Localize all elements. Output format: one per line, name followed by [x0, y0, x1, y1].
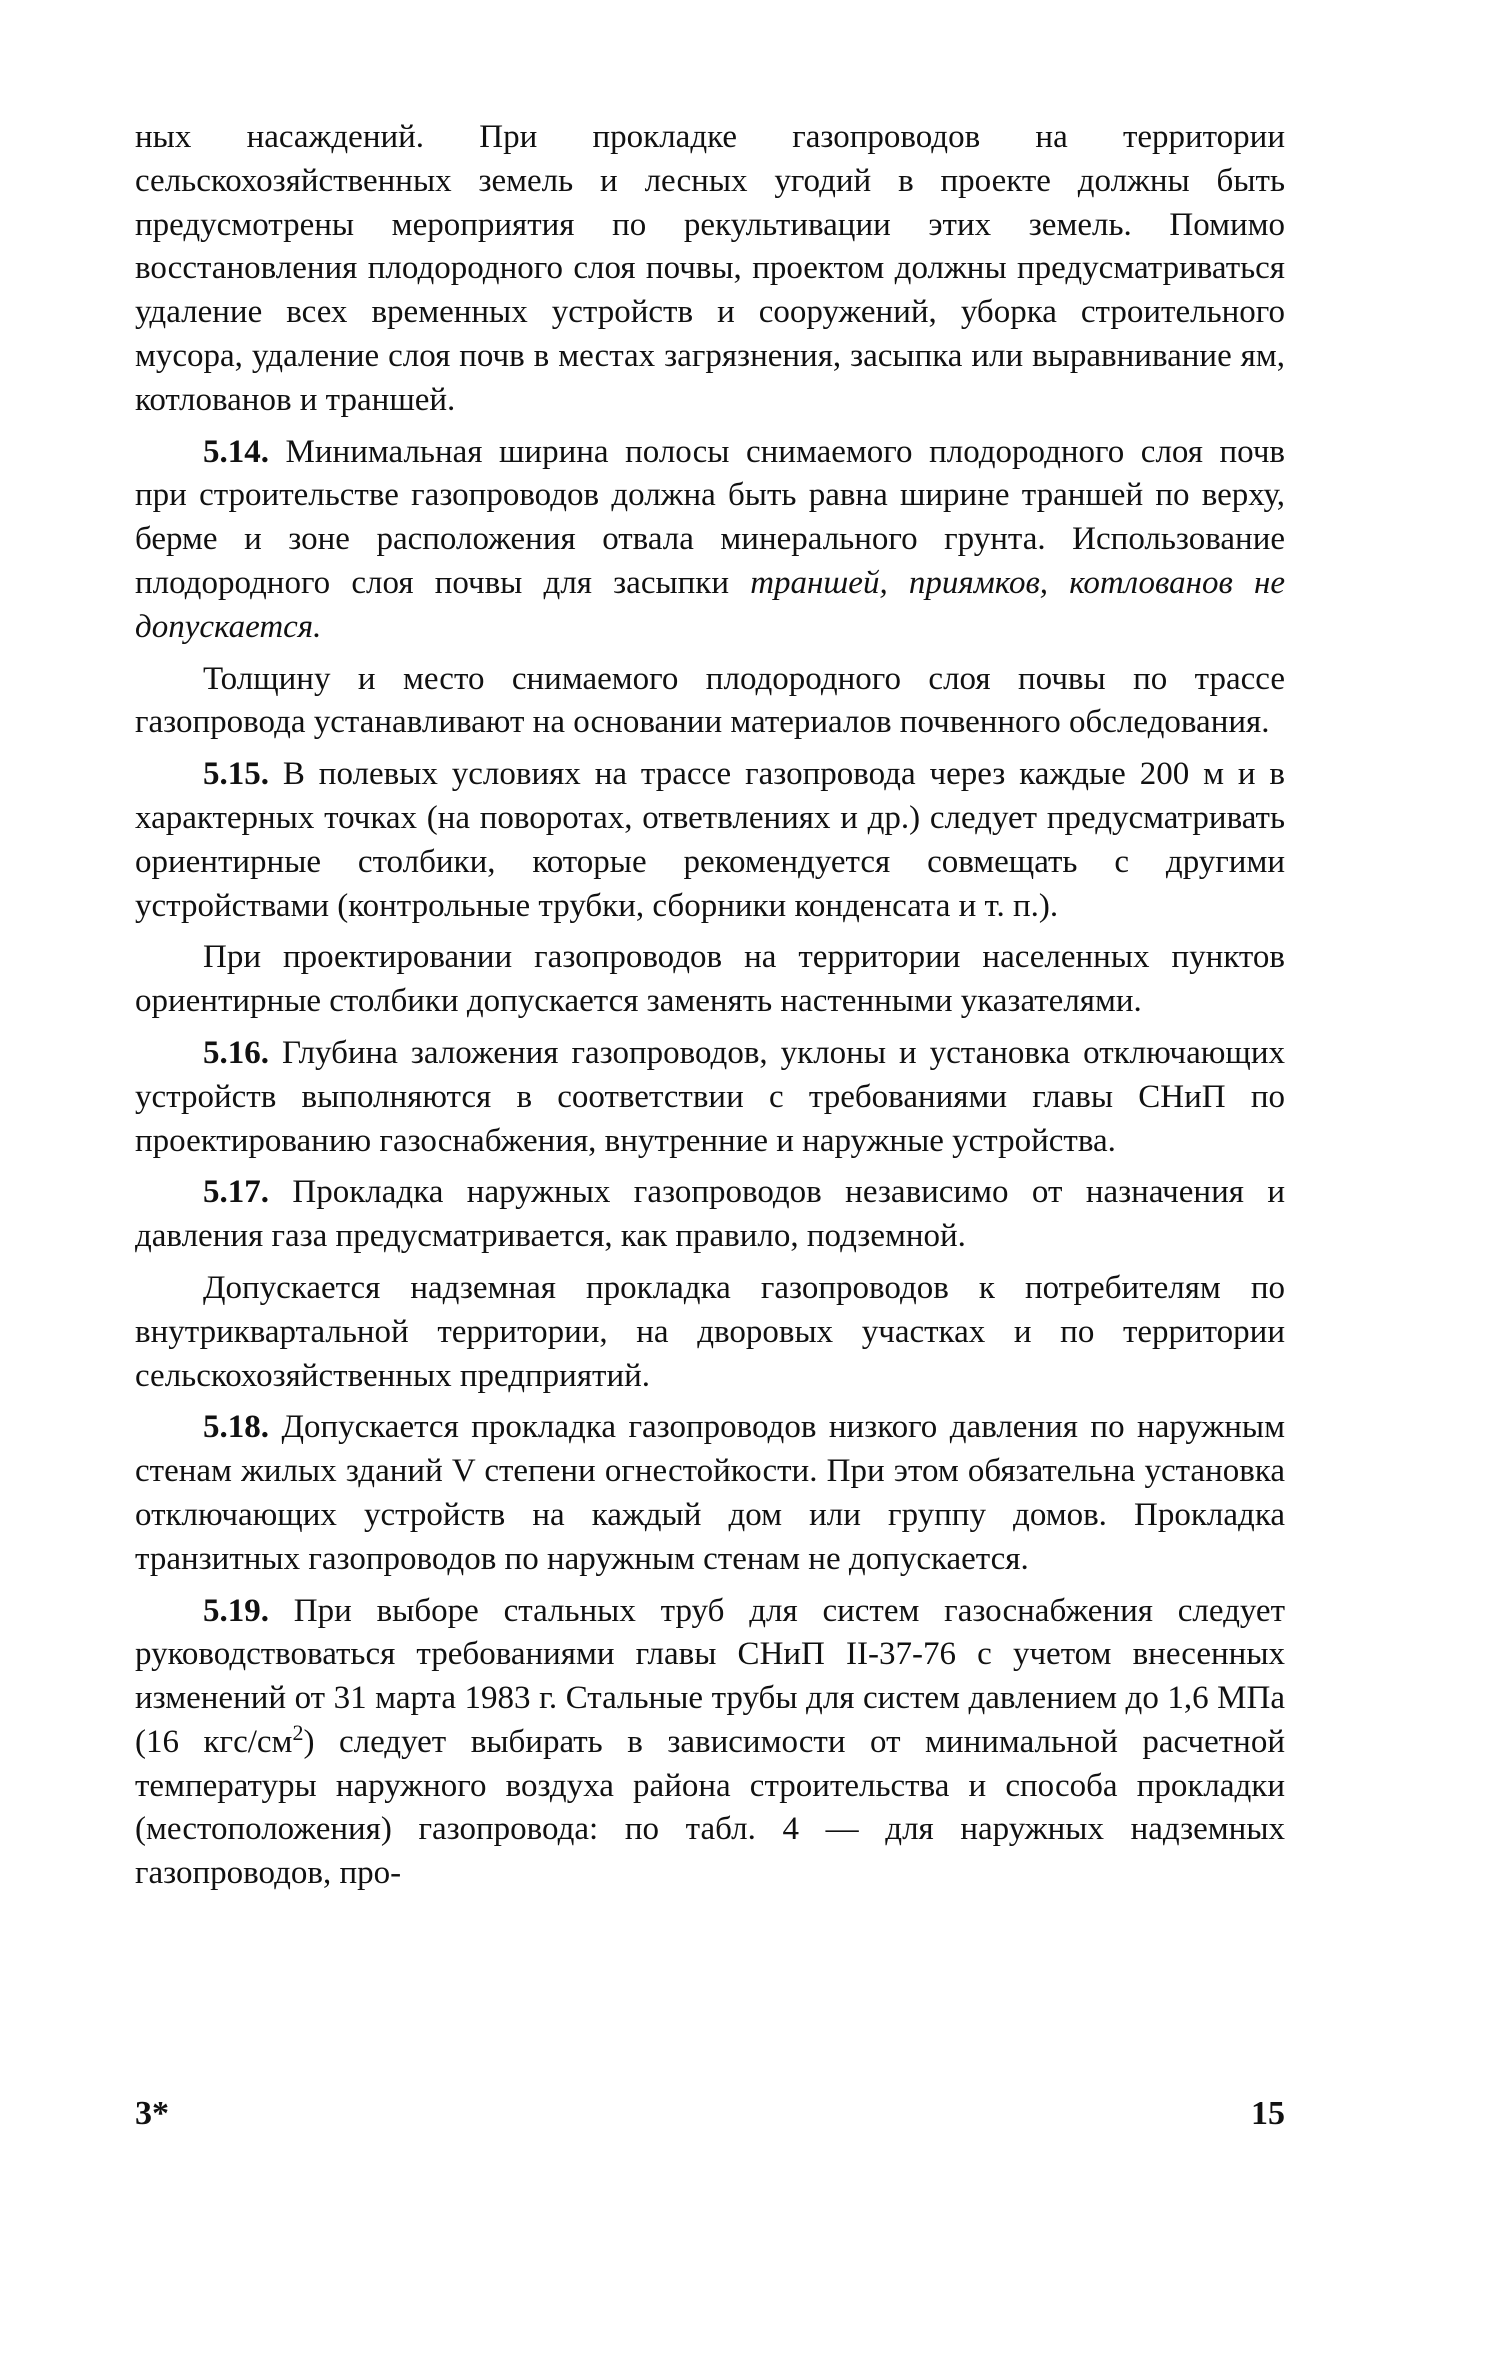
clause-5-19 [135, 1590, 1285, 1897]
clause-number: 5.17. [203, 1174, 269, 1211]
paragraph-soil-thickness [135, 658, 1285, 746]
signature-mark: 3* [135, 2095, 169, 2132]
paragraph-text: При выборе стальных труб для систем газоснабжения следует руководствоваться требованиями главы СНиП II-37-76 с учетом внесенных изменений от 31 марта 1983 г. Стальные трубы для систем давлением до 1,6 МПа (16 кгс/см [135, 1592, 1285, 1760]
clause-5-16 [135, 1032, 1285, 1163]
paragraph-text: При проектировании газопроводов на территории населенных пунктов ориентирные столбики допускается заменять настенными указателями. [135, 939, 1285, 1020]
clause-5-14 [135, 431, 1285, 650]
page-number: 15 [1251, 2095, 1285, 2132]
paragraph-above-ground [135, 1267, 1285, 1398]
paragraph-continuation [135, 116, 1285, 423]
clause-number: 5.18. [203, 1409, 269, 1446]
superscript: 2 [292, 1719, 304, 1745]
page-footer [135, 2095, 1285, 2145]
paragraph-settlements [135, 936, 1285, 1024]
clause-5-18 [135, 1406, 1285, 1581]
paragraph-text-continued: ) следует выбирать в зависимости от минимальной расчетной температуры наружного воздуха района строительства и способа прокладки (местоположения) газопровода: по табл. 4 — для наружных надземных газопроводов, про- [135, 1723, 1285, 1892]
paragraph-text: Допускается прокладка газопроводов низкого давления по наружным стенам жилых зданий V степени огнестойкости. При этом обязательна установка отключающих устройств на каждый дом или группу домов. Прокладка транзитных газопроводов по наружным стенам не допускается. [135, 1409, 1285, 1577]
paragraph-text: Допускается надземная прокладка газопроводов к потребителям по внутриквартальной территории, на дворовых участках и по территории сельскохозяйственных предприятий. [135, 1269, 1285, 1394]
clause-5-17 [135, 1171, 1285, 1259]
clause-number: 5.16. [203, 1034, 269, 1071]
paragraph-text: Толщину и место снимаемого плодородного слоя почвы по трассе газопровода устанавливают на основании материалов почвенного обследования. [135, 660, 1285, 741]
clause-number: 5.15. [203, 756, 269, 793]
paragraph-text: ных насаждений. При прокладке газопроводов на территории сельскохозяйственных земель и лесных угодий в проекте должны быть предусмотрены мероприятия по рекультивации этих земель. Помимо восстановления плодородного слоя почвы, проектом должны предусматриваться удаление всех временных устройств и сооружений, уборка строительного мусора, удаление слоя почв в местах загрязнения, засыпка или выравнивание ям, котлованов и траншей. [135, 119, 1285, 418]
document-page [135, 116, 1285, 1896]
clause-5-15 [135, 753, 1285, 928]
paragraph-text: Глубина заложения газопроводов, уклоны и установка отключающих устройств выполняются в соответствии с требованиями главы СНиП по проектированию газоснабжения, внутренние и наружные устройства. [135, 1034, 1285, 1159]
paragraph-text: Минимальная ширина полосы снимаемого плодородного слоя почв при строительстве газопроводов должна быть равна ширине траншей по верху, берме и зоне расположения отвала минерального грунта. Использование плодородного слоя почвы для засыпки [135, 433, 1285, 601]
clause-number: 5.19. [203, 1592, 269, 1629]
paragraph-text: Прокладка наружных газопроводов независимо от назначения и давления газа предусматривается, как правило, подземной. [135, 1174, 1285, 1255]
paragraph-text: В полевых условиях на трассе газопровода через каждые 200 м и в характерных точках (на поворотах, ответвлениях и др.) следует предусматривать ориентирные столбики, которые рекомендуется совмещать с другими устройствами (контрольные трубки, сборники конденсата и т. п.). [135, 756, 1285, 924]
clause-number: 5.14. [203, 433, 269, 470]
paragraph-italic-text: траншей, приямков, котлованов не допускается. [135, 564, 1286, 645]
